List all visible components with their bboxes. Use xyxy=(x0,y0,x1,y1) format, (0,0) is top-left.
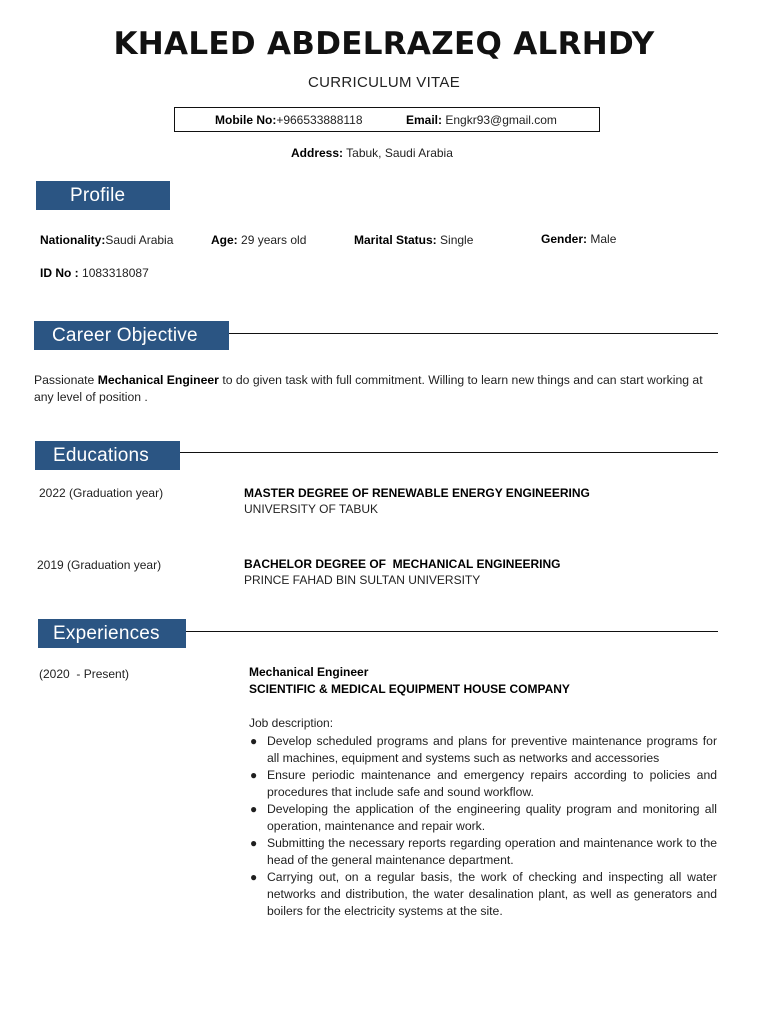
objective-highlight: Mechanical Engineer xyxy=(97,373,219,387)
id-number-field xyxy=(40,266,149,280)
address-line xyxy=(291,146,453,160)
list-item xyxy=(249,733,717,767)
job-duties-list xyxy=(249,733,717,920)
list-item xyxy=(249,869,717,920)
duty-text: Submitting the necessary reports regarding operation and maintenance work to the head of the general maintenance department. xyxy=(267,836,717,867)
career-objective-text xyxy=(34,372,718,405)
job-title: Mechanical Engineer xyxy=(249,665,369,679)
age-field xyxy=(211,233,306,247)
age-label: Age: xyxy=(211,233,238,247)
bullet-icon: ● xyxy=(250,802,258,816)
experience-period: (2020 - Present) xyxy=(39,667,130,681)
list-item xyxy=(249,801,717,835)
marital-status-value: Single xyxy=(440,233,474,247)
section-divider xyxy=(229,333,718,334)
section-divider xyxy=(180,452,718,453)
section-heading-profile: Profile xyxy=(36,181,170,210)
duty-text: Carrying out, on a regular basis, the work of checking and inspecting all water networks and distribution, the water desalination plant, as well as generators and boilers for the electricity systems at the site. xyxy=(267,870,717,918)
mobile-line xyxy=(215,113,363,127)
nationality-value: Saudi Arabia xyxy=(105,233,174,247)
duty-text: Developing the application of the engineering quality program and monitoring all operation, maintenance and repair work. xyxy=(267,802,717,833)
id-number-value: 1083318087 xyxy=(82,266,149,280)
nationality-field xyxy=(40,233,173,247)
email-value: Engkr93@gmail.com xyxy=(445,113,557,127)
education-degree: BACHELOR DEGREE OF MECHANICAL ENGINEERING xyxy=(244,557,561,571)
document-subtitle: CURRICULUM VITAE xyxy=(307,74,461,91)
education-year: 2019 (Graduation year) xyxy=(37,558,162,572)
gender-value: Male xyxy=(590,232,617,246)
bullet-icon: ● xyxy=(250,768,258,782)
mobile-value: +966533888118 xyxy=(276,113,363,127)
marital-status-label: Marital Status: xyxy=(354,233,437,247)
bullet-icon: ● xyxy=(250,870,258,884)
list-item xyxy=(249,835,717,869)
email-label: Email: xyxy=(406,113,443,127)
gender-field xyxy=(541,232,616,246)
email-line xyxy=(406,113,557,127)
objective-prefix: Passionate xyxy=(34,373,98,387)
gender-label: Gender: xyxy=(541,232,588,246)
address-label: Address: xyxy=(291,146,344,160)
section-heading-career-objective: Career Objective xyxy=(34,321,229,350)
education-degree: MASTER DEGREE OF RENEWABLE ENERGY ENGINEERING xyxy=(244,486,590,500)
objective-suffix: to do given task with full commitment. Willing to learn new things and can start working at any level of position . xyxy=(34,373,703,404)
duty-text: Ensure periodic maintenance and emergency repairs according to policies and procedures that include safe and sound workflow. xyxy=(267,768,717,799)
section-heading-educations: Educations xyxy=(35,441,180,470)
marital-status-field xyxy=(354,233,473,247)
job-description-label: Job description: xyxy=(249,716,334,730)
address-value: Tabuk, Saudi Arabia xyxy=(346,146,453,160)
bullet-icon: ● xyxy=(250,734,258,748)
nationality-label: Nationality: xyxy=(40,233,106,247)
age-value: 29 years old xyxy=(241,233,307,247)
candidate-name: KHALED ABDELRAZEQ ALRHDY xyxy=(113,26,655,62)
education-institution: UNIVERSITY OF TABUK xyxy=(244,502,379,516)
list-item xyxy=(249,767,717,801)
mobile-label: Mobile No: xyxy=(215,113,277,127)
education-institution: PRINCE FAHAD BIN SULTAN UNIVERSITY xyxy=(244,573,481,587)
id-number-label: ID No : xyxy=(40,266,79,280)
bullet-icon: ● xyxy=(250,836,258,850)
company-name: SCIENTIFIC & MEDICAL EQUIPMENT HOUSE COMPANY xyxy=(249,682,570,696)
section-divider xyxy=(186,631,718,632)
section-heading-experiences: Experiences xyxy=(38,619,186,648)
education-year: 2022 (Graduation year) xyxy=(39,486,164,500)
duty-text: Develop scheduled programs and plans for preventive maintenance programs for all machines, equipment and systems such as networks and accessories xyxy=(267,734,717,765)
